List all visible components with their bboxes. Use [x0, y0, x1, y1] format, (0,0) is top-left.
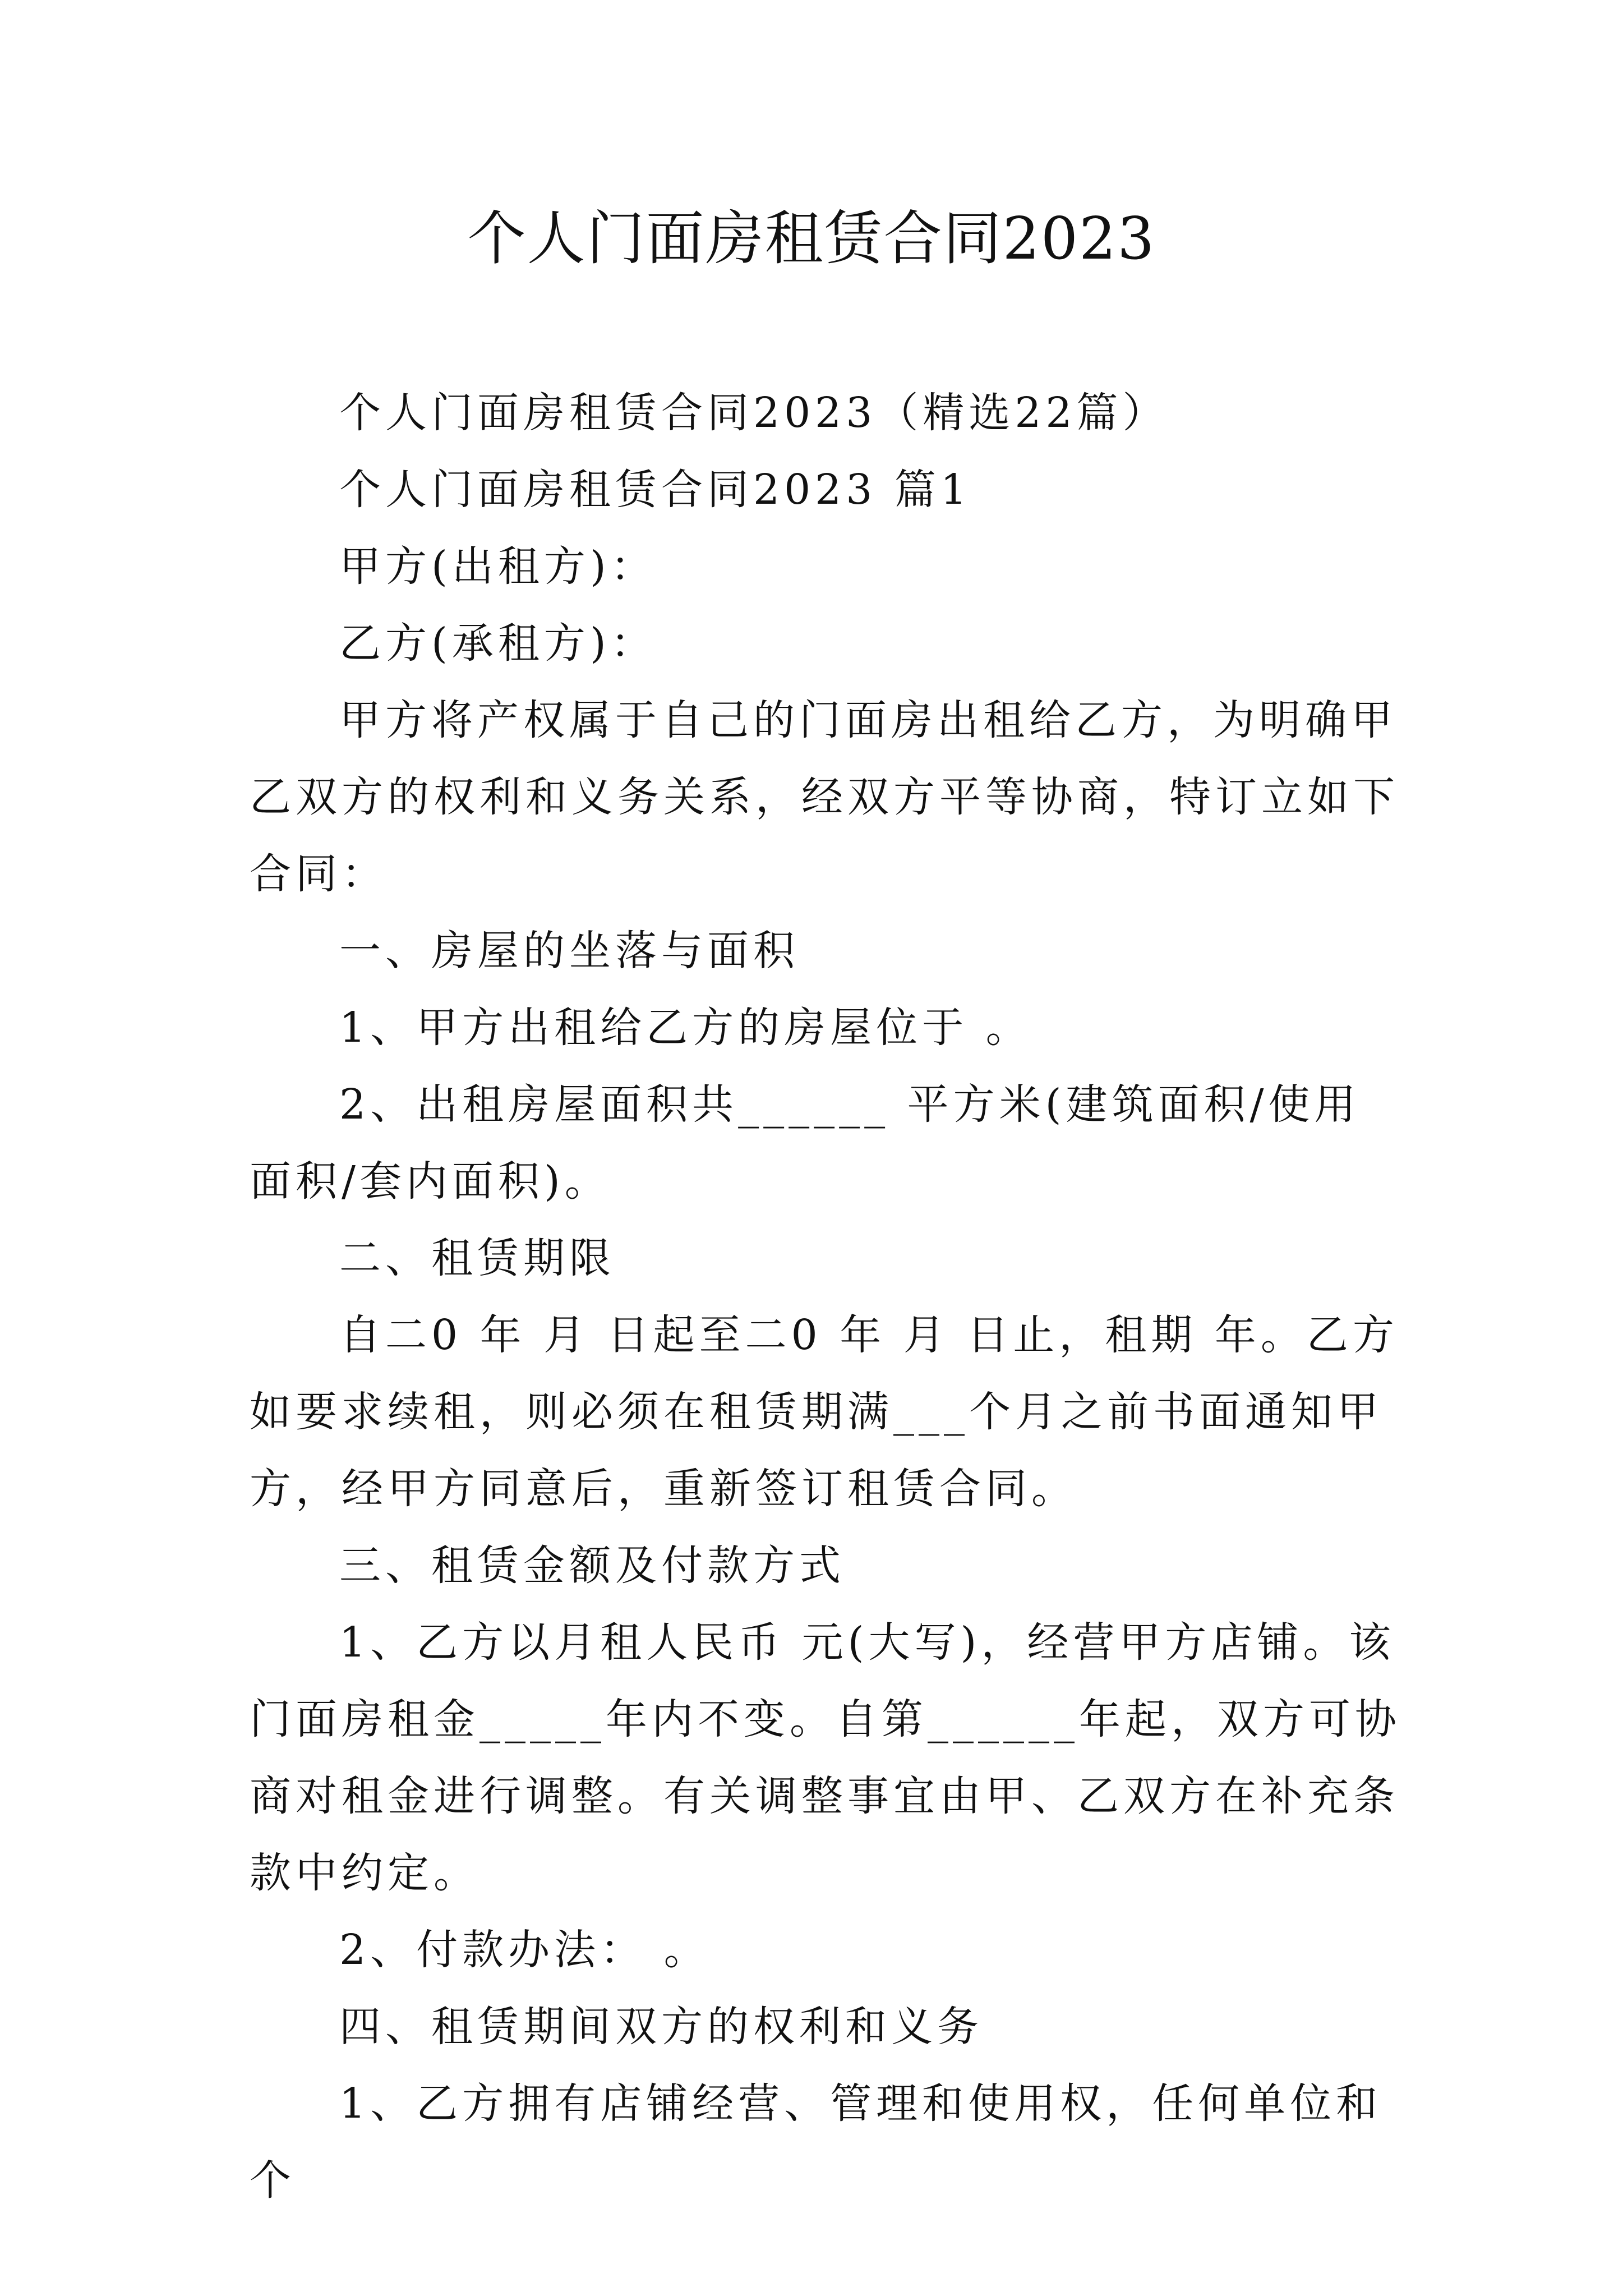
paragraph-subtitle: 个人门面房租赁合同2023（精选22篇）: [339, 389, 1169, 437]
paragraph-party-a: 甲方(出租方)：: [339, 542, 657, 591]
paragraph-heading-rights: 四、租赁期间双方的权利和义务: [339, 2003, 983, 2051]
paragraph-location: 1、甲方出租给乙方的房屋位于 。: [339, 1004, 1032, 1052]
paragraph-term: 自二0 年 月 日起至二0 年 月 日止，租期 年。乙方如要求续租，则必须在租赁期满___个月之前书面通知甲方，经甲方同意后，重新签订租赁合同。: [250, 1311, 1399, 1513]
paragraph-preamble: 甲方将产权属于自己的门面房出租给乙方，为明确甲乙双方的权利和义务关系，经双方平等协商，特订立如下合同：: [250, 696, 1399, 898]
paragraph-section-heading: 个人门面房租赁合同2023 篇1: [339, 466, 971, 514]
paragraph-party-b: 乙方(承租方)：: [339, 619, 657, 668]
paragraph-heading-rent: 三、租赁金额及付款方式: [339, 1542, 845, 1590]
paragraph-payment: 2、付款办法： 。: [339, 1926, 710, 1974]
paragraph-rights-1: 1、乙方拥有店铺经营、管理和使用权，任何单位和个: [250, 2079, 1382, 2205]
paragraph-heading-term: 二、租赁期限: [339, 1234, 615, 1282]
paragraph-heading-location: 一、房屋的坐落与面积: [339, 927, 799, 975]
paragraph-rent-amount: 1、乙方以月租人民币 元(大写)，经营甲方店铺。该门面房租金_____年内不变。自第______年起，双方可协商对租金进行调整。有关调整事宜由甲、乙双方在补充条款中约定。: [250, 1618, 1401, 1897]
paragraph-area: 2、出租房屋面积共______ 平方米(建筑面积/使用面积/套内面积)。: [250, 1080, 1361, 1205]
document-body: [250, 375, 1405, 2219]
document-title: 个人门面房租赁合同2023: [467, 204, 1156, 273]
